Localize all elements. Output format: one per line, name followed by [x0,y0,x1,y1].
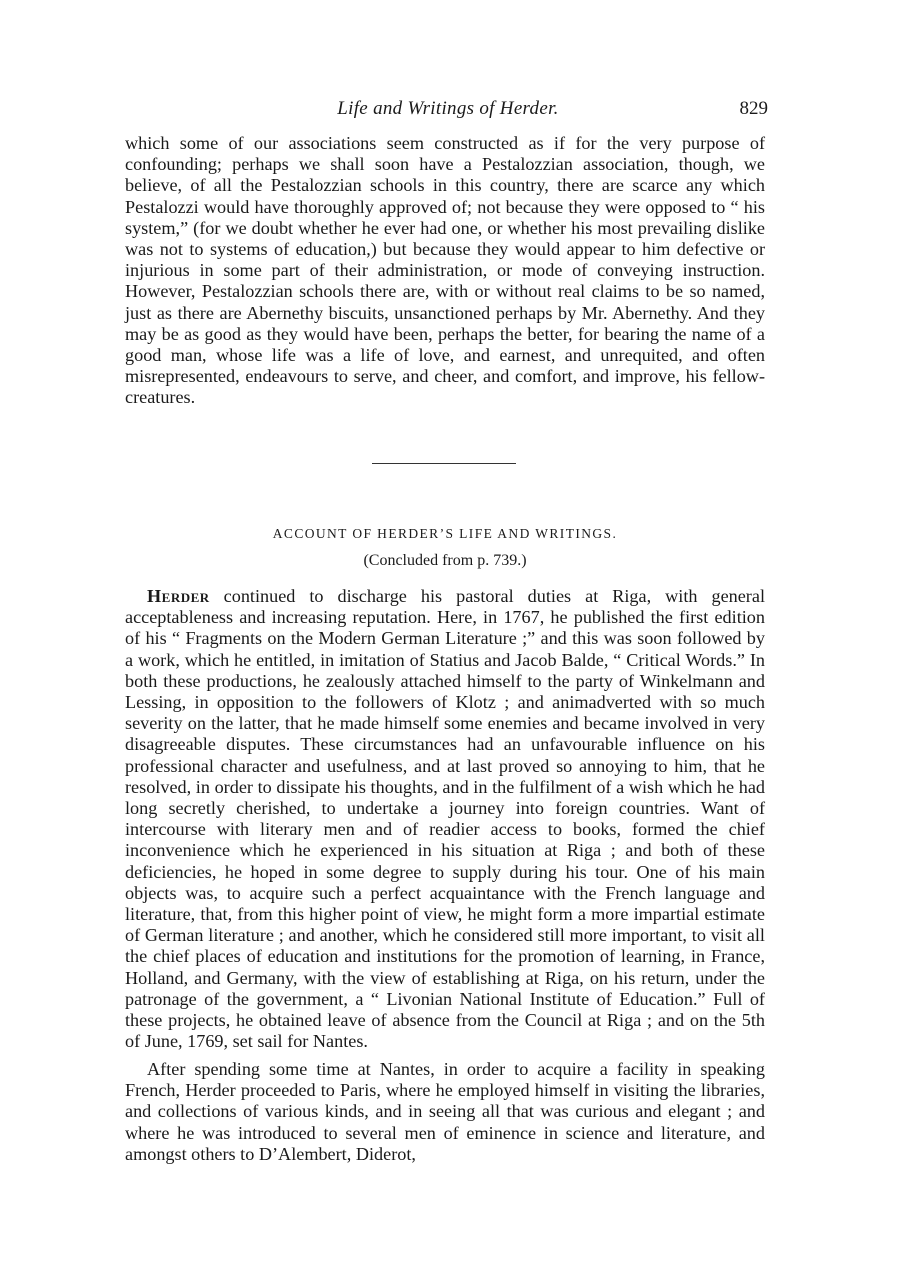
article-paragraph-2: After spending some time at Nantes, in order to acquire a facility in speaking French, Herder proceeded to Paris, where he employed himself in visiting the libraries, and collections of various kinds, and in seeing all that was curious and elegant ; and where he was introduced to several men of eminence in science and literature, and amongst others to D’Alembert, Diderot, [125,1059,765,1164]
previous-article-paragraph: which some of our associations seem constructed as if for the very purpose of confounding; perhaps we shall soon have a Pestalozzian association, though, we believe, of all the Pestalozzian schools in this country, there are scarce any which Pestalozzi would have thoroughly approved of; not because they were opposed to “ his system,” (for we doubt whether he ever had one, or whether his most prevailing dislike was not to systems of education,) but because they would appear to him defective or injurious in some part of their administration, or mode of conveying instruction. However, Pestalozzian schools there are, with or without real claims to be so named, just as there are Abernethy biscuits, unsanctioned perhaps by Mr. Abernethy. And they may be as good as they would have been, perhaps the better, for bearing the name of a good man, whose life was a life of love, and earnest, and unrequited, and often misrepresented, endeavours to serve, and cheer, and comfort, and improve, his fellow-creatures. [125,133,765,408]
article-subtitle: (Concluded from p. 739.) [363,552,527,569]
running-head: Life and Writings of Herder. [337,98,559,119]
section-divider [372,463,516,464]
lead-word: Herder [147,586,210,606]
page-header [128,98,768,128]
paragraph-1-text: continued to discharge his pastoral duties at Riga, with general acceptableness and increasing reputation. Here, in 1767, he published the first edition of his “ Fragments on the Modern German Literature ;” and this was soon followed by a work, which he entitled, in imitation of Statius and Jacob Balde, “ Critical Words.” In both these productions, he zealously attached himself to the party of Winkelmann and Lessing, in opposition to the followers of Klotz ; and animadverted with so much severity on the latter, that he made himself some enemies and became involved in very disagreeable disputes. These circumstances had an unfavourable influence on his professional character and usefulness, and at last proved so annoying to him, that he resolved, in order to dissipate his thoughts, and in the fulfilment of a wish which he had long secretly cherished, to undertake a journey into foreign countries. Want of intercourse with literary men and of readier access to books, formed the chief inconvenience which he experienced in his situation at Riga ; and both of these deficiencies, he hoped in some degree to supply during his tour. One of his main objects was, to acquire such a perfect acquaintance with the French language and literature, that, from this higher point of view, he might form a more impartial estimate of German literature ; and another, which he considered still more important, to visit all the chief places of education and institutions for the promotion of learning, in France, Holland, and Germany, with the view of establishing at Riga, on his return, under the patronage of the government, a “ Livonian National Institute of Education.” Full of these projects, he obtained leave of absence from the Council at Riga ; and on the 5th of June, 1769, set sail for Nantes. [125,586,765,1052]
article-title: ACCOUNT OF HERDER’S LIFE AND WRITINGS. [272,526,618,541]
page-number: 829 [739,98,768,119]
article-paragraph-1 [125,586,765,1052]
